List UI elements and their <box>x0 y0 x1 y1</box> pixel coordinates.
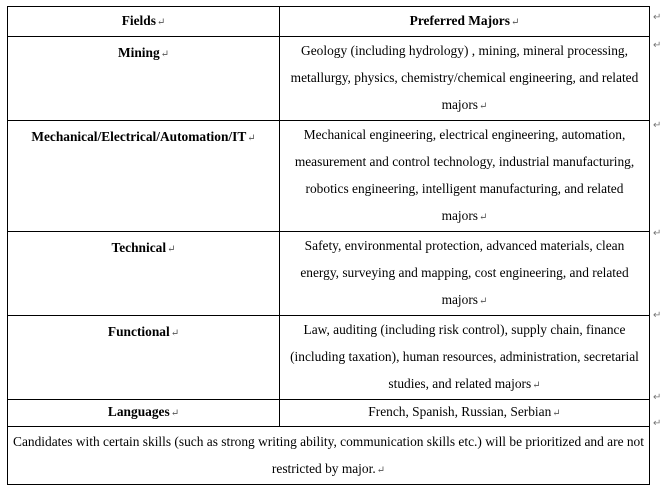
paragraph-mark-icon: ↵ <box>156 17 166 28</box>
paragraph-mark-icon: ↵ <box>376 465 386 476</box>
majors-text: Mechanical engineering, electrical engineering, automation, measurement and control technology, industrial manufacturing, robotics engineering, intelligent manufacturing, and related majors <box>294 127 635 223</box>
majors-cell <box>280 232 650 316</box>
field-cell <box>8 232 280 316</box>
table-row <box>8 37 650 121</box>
paragraph-mark-icon: ↵ <box>479 101 488 112</box>
majors-cell <box>280 316 650 400</box>
paragraph-mark-icon: ↵ <box>247 133 256 144</box>
majors-text: Law, auditing (including risk control), supply chain, finance (including taxation), human resources, administration, secretarial studies, and related majors <box>290 322 639 391</box>
field-name: Mechanical/Electrical/Automation/IT <box>31 129 247 144</box>
paragraph-mark-icon: ↵ <box>479 296 488 307</box>
row-end-mark-icon: ↵ <box>653 392 662 403</box>
majors-cell <box>280 37 650 121</box>
majors-text: French, Spanish, Russian, Serbian <box>368 404 552 419</box>
paragraph-mark-icon: ↵ <box>160 49 170 60</box>
paragraph-mark-icon: ↵ <box>170 328 180 339</box>
majors-cell <box>280 400 650 427</box>
table-row <box>8 400 650 427</box>
field-name: Languages <box>107 404 170 419</box>
field-cell <box>8 400 280 427</box>
field-cell <box>8 316 280 400</box>
majors-text: Safety, environmental protection, advanced materials, clean energy, surveying and mapping, cost engineering, and related majors <box>300 238 629 307</box>
paragraph-mark-icon: ↵ <box>170 408 180 419</box>
field-name: Technical <box>111 240 167 255</box>
row-end-mark-icon: ↵ <box>653 228 662 239</box>
row-end-mark-icon: ↵ <box>653 12 662 23</box>
note-cell <box>8 427 650 485</box>
row-end-mark-icon: ↵ <box>653 40 662 51</box>
paragraph-mark-icon: ↵ <box>510 17 520 28</box>
table-row <box>8 316 650 400</box>
majors-cell <box>280 121 650 232</box>
preferred-majors-table <box>7 6 650 485</box>
field-cell <box>8 121 280 232</box>
note-row <box>8 427 650 485</box>
paragraph-mark-icon: ↵ <box>532 380 541 391</box>
field-name: Mining <box>117 45 160 60</box>
row-end-mark-icon: ↵ <box>653 120 662 131</box>
header-fields-label: Fields <box>121 13 156 28</box>
note-text: Candidates with certain skills (such as strong writing ability, communication skills etc.) will be prioritized and are not restricted by major. <box>13 434 644 476</box>
row-end-mark-icon: ↵ <box>653 310 662 321</box>
header-preferred-majors <box>280 7 650 37</box>
row-end-mark-icon: ↵ <box>653 418 662 429</box>
field-name: Functional <box>107 324 170 339</box>
header-fields <box>8 7 280 37</box>
paragraph-mark-icon: ↵ <box>552 408 561 419</box>
table-row <box>8 121 650 232</box>
majors-text: Geology (including hydrology) , mining, mineral processing, metallurgy, physics, chemistry/chemical engineering, and related majors <box>290 43 639 112</box>
paragraph-mark-icon: ↵ <box>167 244 176 255</box>
paragraph-mark-icon: ↵ <box>479 212 488 223</box>
header-majors-label: Preferred Majors <box>409 13 510 28</box>
field-cell <box>8 37 280 121</box>
table-header-row <box>8 7 650 37</box>
table-row <box>8 232 650 316</box>
